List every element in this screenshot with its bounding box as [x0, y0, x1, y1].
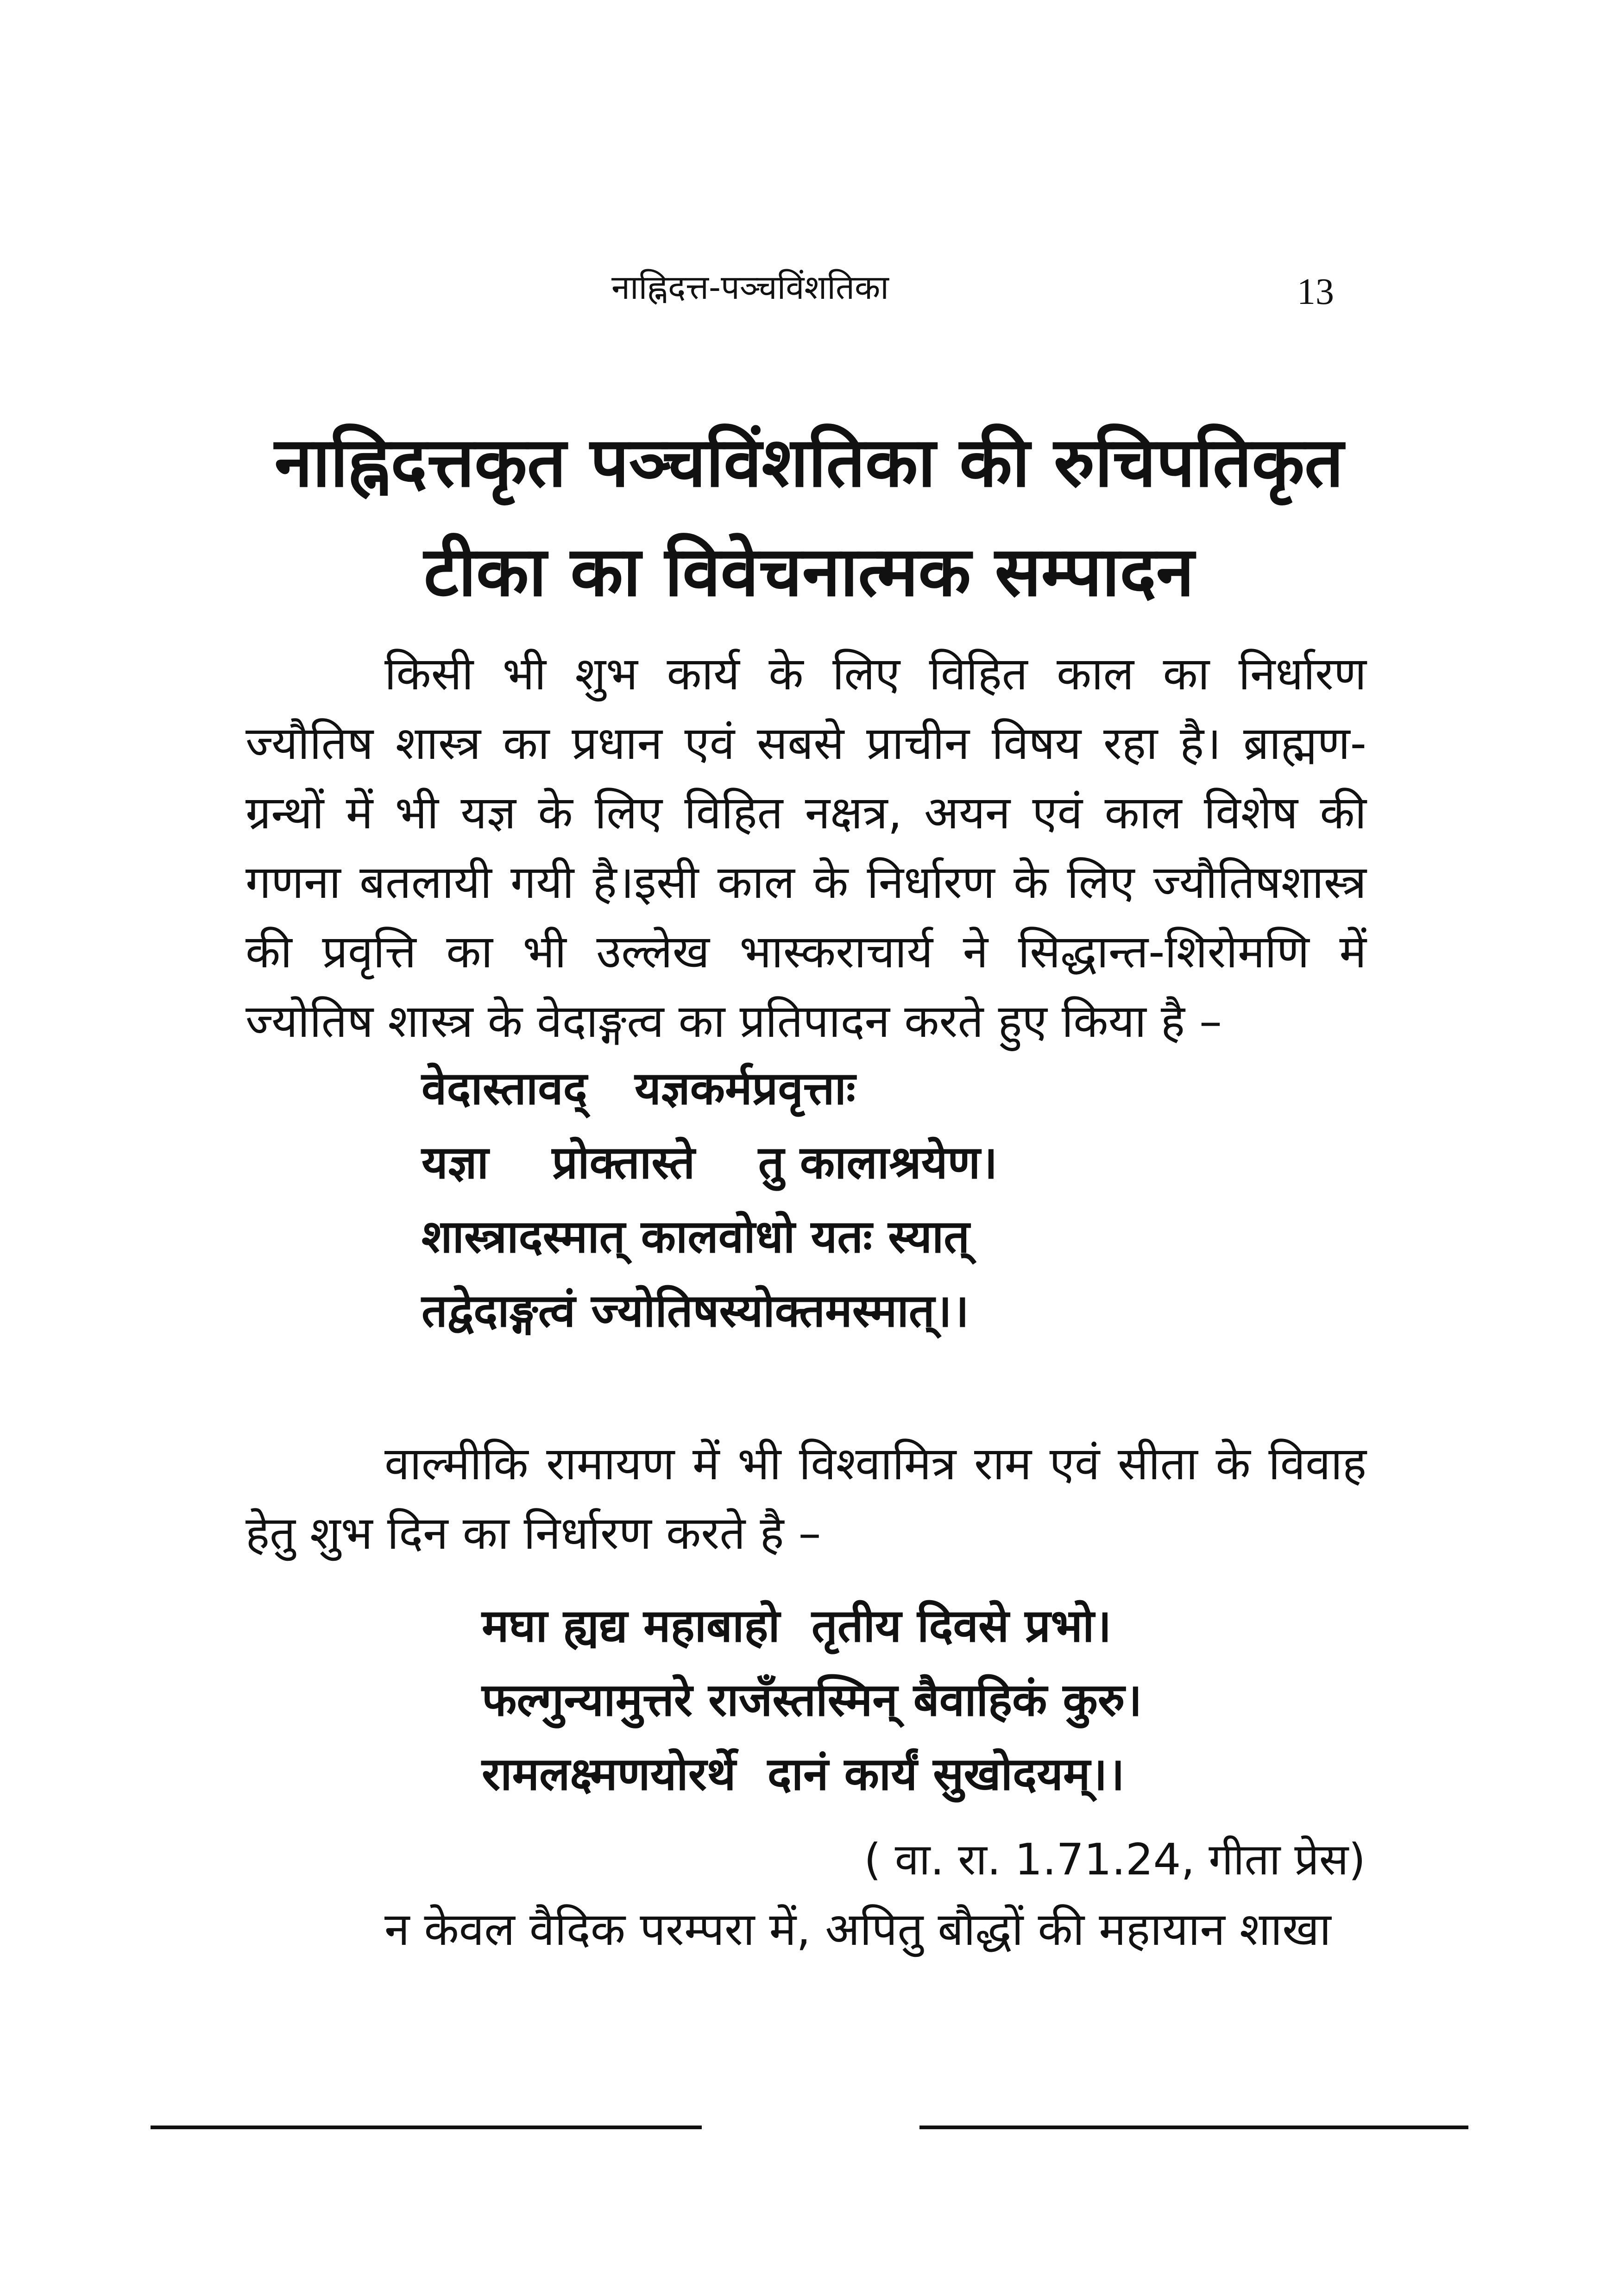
page-title	[0, 408, 1618, 626]
verse-line: मघा ह्यद्य महाबाहो तृतीय दिवसे प्रभो।	[482, 1600, 1112, 1653]
verse-line: शास्त्रादस्मात् कालवोधो यतः स्यात्	[422, 1211, 970, 1263]
paragraph-continuation: न केवल वैदिक परम्परा में, अपितु बौद्धों की महायान शाखा	[384, 1903, 1331, 1956]
title-line-2: टीका का विवेचनात्मक सम्पादन	[424, 532, 1194, 612]
footer-rule-right	[919, 2126, 1468, 2129]
running-title: नाह्निदत्त-पञ्चविंशतिका	[611, 268, 889, 307]
title-line-1: नाह्निदत्तकृत पञ्चविंशतिका की रुचिपतिकृत	[274, 423, 1344, 502]
citation: ( वा. रा. 1.71.24, गीता प्रेस)	[864, 1835, 1366, 1885]
verse-line: तद्वेदाङ्गत्वं ज्योतिषस्योक्तमस्मात्।।	[422, 1285, 969, 1337]
verse-line: रामलक्ष्मणयोरर्थे दानं कार्यं सुखोदयम्।।	[482, 1748, 1125, 1801]
paragraph-intro: किसी भी शुभ कार्य के लिए विहित काल का निर्धारण ज्यौतिष शास्त्र का प्रधान एवं सबसे प्राचीन विषय रहा है। ब्राह्मण-ग्रन्थों में भी यज्ञ के लिए विहित नक्षत्र, अयन एवं काल विशेष की गणना बतलायी गयी है।इसी काल के निर्धारण के लिए ज्यौतिषशास्त्र की प्रवृत्ति का भी उल्लेख भास्कराचार्य ने सिद्धान्त-शिरोमणि में ज्योतिष शास्त्र के वेदाङ्गत्व का प्रतिपादन करते हुए किया है –	[246, 648, 1366, 1048]
verse-line: फल्गुन्यामुत्तरे राजँस्तस्मिन् बैवाहिकं कुरु।	[482, 1674, 1142, 1727]
page-header	[0, 259, 1618, 315]
page-number: 13	[1297, 271, 1334, 312]
verse-siddhanta-shiromani	[422, 1052, 998, 1348]
verse-ramayana	[482, 1589, 1142, 1811]
paragraph-ramayana: वाल्मीकि रामायण में भी विश्वामित्र राम एवं सीता के विवाह हेतु शुभ दिन का निर्धारण करते है –	[246, 1438, 1366, 1560]
verse-line: यज्ञा प्रोक्तास्ते तु कालाश्रयेण।	[422, 1136, 998, 1189]
footer-rule-left	[151, 2126, 702, 2129]
verse-line: वेदास्तावद् यज्ञकर्मप्रवृत्ताः	[422, 1062, 856, 1115]
